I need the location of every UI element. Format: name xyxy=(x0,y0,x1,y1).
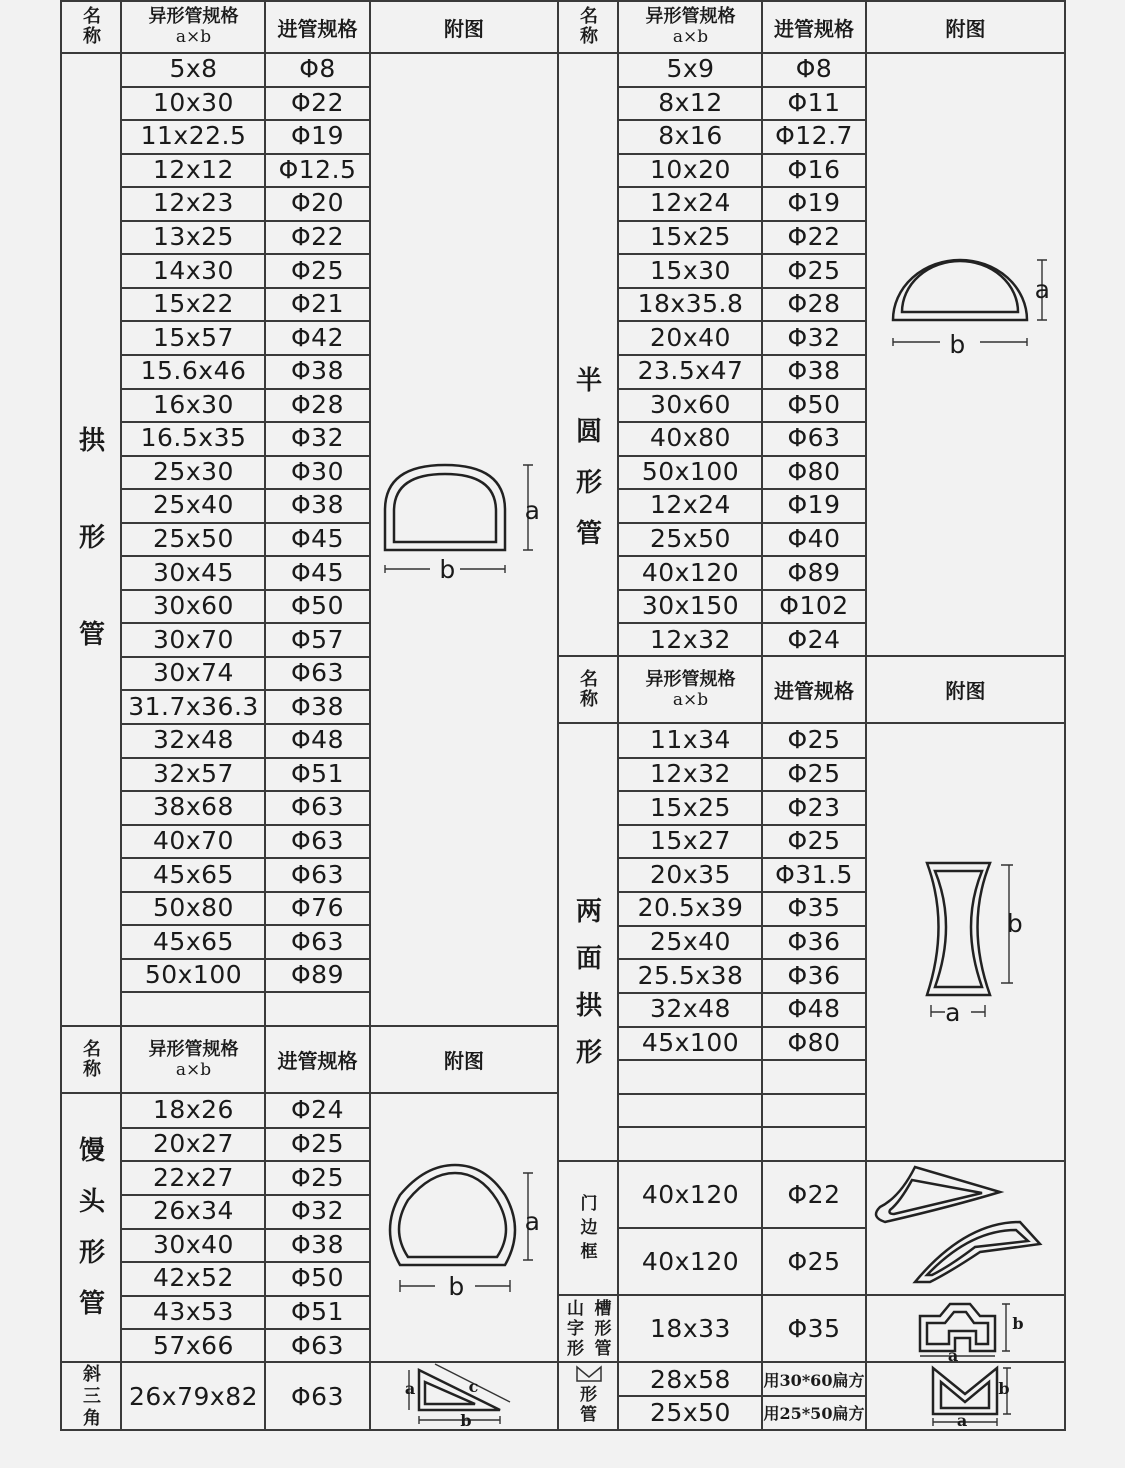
double-spec-cell: 20.5x39 xyxy=(637,893,744,923)
triangle-fig-c-label: c xyxy=(468,1376,479,1396)
arch-name-header xyxy=(62,2,122,52)
arch-tube-cell: Φ32 xyxy=(291,423,344,453)
bread-figure-header: 附图 xyxy=(444,1049,484,1073)
arch-tube-cell: Φ21 xyxy=(291,289,344,319)
bread-name xyxy=(62,1110,122,1340)
bread-tube-cell: Φ25 xyxy=(291,1162,344,1192)
double-spec-cell: 25x40 xyxy=(650,926,731,956)
arch-spec-cell: 40x70 xyxy=(153,825,234,855)
semi-tube-cell: Φ50 xyxy=(787,389,841,419)
arch-tube-cell: Φ42 xyxy=(291,322,344,352)
mshape-spec-cell: 28x58 xyxy=(650,1364,731,1394)
door-name xyxy=(559,1180,619,1275)
door-figure xyxy=(870,1162,1065,1292)
door-name-char: 框 xyxy=(580,1241,598,1262)
arch-tube-cell: Φ38 xyxy=(291,356,344,386)
semi-spec-cell: 10x20 xyxy=(650,154,731,184)
arch-figure-header: 附图 xyxy=(444,16,484,41)
triangle-fig-b-label: b xyxy=(460,1410,472,1430)
bread-name-header-char: 名 xyxy=(83,1038,101,1060)
double-tube-cell: Φ48 xyxy=(787,994,841,1024)
semi-tube-cell: Φ40 xyxy=(787,524,841,554)
double-tube-cell: Φ36 xyxy=(787,926,841,956)
double-tube-cell: Φ25 xyxy=(787,725,841,755)
bread-name-char: 管 xyxy=(78,1289,105,1319)
arch-tube-cell: Φ63 xyxy=(291,926,344,956)
groove-name-left-char: 山 xyxy=(567,1298,584,1319)
arch-tube-cell: Φ22 xyxy=(291,87,344,117)
mshape-tube-cell: 用25*50扁方 xyxy=(763,1404,865,1423)
arch-spec-cell: 25x50 xyxy=(153,523,234,553)
semi-spec-cell: 12x24 xyxy=(650,188,731,218)
double-spec-cell: 32x48 xyxy=(650,994,731,1024)
semi-spec-cell: 30x60 xyxy=(650,389,731,419)
groove-fig-b-label: b xyxy=(1012,1313,1024,1333)
double-figure-header: 附图 xyxy=(945,679,986,703)
arch-spec-cell: 13x25 xyxy=(153,222,234,252)
bread-tube-cell: Φ32 xyxy=(291,1196,344,1226)
semi-name-char: 圆 xyxy=(575,417,602,447)
semi-fig-a-label: a xyxy=(1034,274,1051,304)
spec-header-sub: a×b xyxy=(672,689,709,710)
double-tube-cell xyxy=(762,1126,866,1160)
semi-spec-cell: 12x24 xyxy=(650,490,731,520)
double-spec-cell xyxy=(619,1093,762,1127)
double-spec-cell: 15x27 xyxy=(650,826,731,856)
double-spec-cell: 25.5x38 xyxy=(637,960,744,990)
door-tube-cell: Φ22 xyxy=(787,1179,841,1209)
arch-spec-cell: 16x30 xyxy=(153,389,234,419)
groove-tube-cell: Φ35 xyxy=(787,1314,841,1343)
semi-name xyxy=(559,360,619,550)
double-tube-header: 进管规格 xyxy=(774,679,854,703)
double-tube-cell xyxy=(762,1059,866,1093)
bread-tube-cell: Φ24 xyxy=(291,1095,344,1125)
arch-tube-cell: Φ48 xyxy=(291,725,344,755)
bread-spec-header xyxy=(122,1027,265,1092)
double-name-char: 两 xyxy=(575,897,602,927)
arch-tube-cell: Φ63 xyxy=(291,825,344,855)
double-spec-cell xyxy=(619,1126,762,1160)
double-spec-cell: 15x25 xyxy=(650,792,731,822)
arch-name-char: 形 xyxy=(78,522,105,553)
arch-tube-cell xyxy=(265,991,370,1025)
semi-name-header-char: 称 xyxy=(580,26,598,47)
semi-tube-cell: Φ32 xyxy=(787,322,841,352)
spec-header-label: 异形管规格 xyxy=(645,668,736,690)
double-name-char: 拱 xyxy=(575,991,602,1021)
spec-header-label: 异形管规格 xyxy=(148,1038,239,1060)
arch-tube-cell: Φ45 xyxy=(291,523,344,553)
spec-header-label: 异形管规格 xyxy=(645,6,736,27)
triangle-name-char: 三 xyxy=(83,1385,101,1407)
double-fig-a-label: a xyxy=(945,997,961,1027)
mshape-spec-cell: 25x50 xyxy=(650,1398,731,1427)
mshape-figure xyxy=(925,1362,1035,1430)
double-tube-cell: Φ35 xyxy=(787,893,841,923)
double-tube-cell: Φ25 xyxy=(787,758,841,788)
semi-spec-cell: 12x32 xyxy=(650,624,731,654)
double-spec-cell: 45x100 xyxy=(641,1027,740,1057)
groove-name-right-char: 管 xyxy=(594,1338,612,1359)
semi-tube-cell: Φ63 xyxy=(787,423,841,453)
arch-tube-cell: Φ12.5 xyxy=(278,154,357,184)
arch-tube-cell: Φ63 xyxy=(291,658,344,688)
triangle-spec-cell: 26x79x82 xyxy=(128,1382,259,1411)
semi-spec-cell: 18x35.8 xyxy=(637,289,744,319)
arch-tube-cell: Φ50 xyxy=(291,591,344,621)
double-name-header-char: 称 xyxy=(580,688,598,710)
bread-spec-cell: 18x26 xyxy=(153,1095,234,1125)
arch-spec-cell: 45x65 xyxy=(153,859,234,889)
semi-spec-cell: 50x100 xyxy=(641,456,740,486)
double-spec-header xyxy=(619,657,762,722)
arch-name-header-char: 名 xyxy=(83,6,101,27)
bread-tube-cell: Φ50 xyxy=(291,1263,344,1293)
groove-name-right-char: 槽 xyxy=(594,1298,612,1319)
semi-spec-header xyxy=(619,2,762,52)
mshape-name-char: 管 xyxy=(580,1405,597,1425)
semi-tube-cell: Φ16 xyxy=(787,154,841,184)
mshape-name-char: 形 xyxy=(580,1385,597,1405)
arch-spec-cell: 32x57 xyxy=(153,758,234,788)
groove-name-left xyxy=(562,1296,589,1361)
double-spec-cell: 20x35 xyxy=(650,859,731,889)
arch-spec-cell: 11x22.5 xyxy=(140,121,247,151)
double-tube-cell xyxy=(762,1093,866,1127)
arch-tube-cell: Φ45 xyxy=(291,557,344,587)
semi-tube-cell: Φ38 xyxy=(787,356,841,386)
semi-spec-cell: 8x16 xyxy=(658,121,723,151)
semi-spec-cell: 20x40 xyxy=(650,322,731,352)
arch-spec-cell: 15x57 xyxy=(153,322,234,352)
double-spec-cell: 12x32 xyxy=(650,758,731,788)
arch-name-char: 拱 xyxy=(78,425,105,456)
semi-tube-cell: Φ11 xyxy=(787,87,841,117)
spec-header-label: 异形管规格 xyxy=(148,6,239,27)
bottom-border xyxy=(60,1429,1066,1431)
bread-fig-b-label: b xyxy=(448,1271,465,1301)
semi-tube-cell: Φ89 xyxy=(787,557,841,587)
semi-spec-cell: 23.5x47 xyxy=(637,356,744,386)
double-spec-cell xyxy=(619,1059,762,1093)
double-tube-cell: Φ36 xyxy=(787,960,841,990)
semi-tube-cell: Φ22 xyxy=(787,222,841,252)
bread-name-char: 形 xyxy=(78,1238,105,1268)
arch-tube-cell: Φ8 xyxy=(299,54,336,84)
arch-spec-cell: 50x100 xyxy=(144,960,243,990)
arch-spec-cell: 15.6x46 xyxy=(140,356,247,386)
door-name-char: 边 xyxy=(580,1217,598,1238)
arch-spec-cell: 30x60 xyxy=(153,591,234,621)
arch-spec-cell: 30x74 xyxy=(153,658,234,688)
arch-tube-cell: Φ51 xyxy=(291,758,344,788)
arch-spec-cell: 25x30 xyxy=(153,456,234,486)
arch-spec-cell: 5x8 xyxy=(169,54,218,84)
triangle-tube-cell: Φ63 xyxy=(291,1382,344,1411)
door-spec-cell: 40x120 xyxy=(641,1246,740,1276)
groove-fig-a-label: a xyxy=(947,1345,959,1365)
bread-spec-cell: 57x66 xyxy=(153,1330,234,1360)
groove-name-right xyxy=(589,1296,617,1361)
mshape-fig-b-label: b xyxy=(998,1378,1010,1398)
double-tube-cell: Φ25 xyxy=(787,826,841,856)
mshape-name xyxy=(572,1382,605,1428)
triangle-name xyxy=(62,1363,122,1430)
semi-tube-cell: Φ28 xyxy=(787,289,841,319)
arch-spec-cell: 14x30 xyxy=(153,255,234,285)
semi-name-char: 管 xyxy=(575,519,602,549)
double-tube-cell: Φ31.5 xyxy=(775,859,853,889)
bread-spec-cell: 22x27 xyxy=(153,1162,234,1192)
arch-tube-cell: Φ25 xyxy=(291,255,344,285)
semi-spec-cell: 30x150 xyxy=(641,591,740,621)
arch-tube-cell: Φ38 xyxy=(291,691,344,721)
semi-tube-cell: Φ25 xyxy=(787,255,841,285)
door-name-char: 门 xyxy=(580,1193,598,1214)
double-name xyxy=(559,897,619,1068)
double-fig-b-label: b xyxy=(1006,908,1024,938)
bread-spec-cell: 42x52 xyxy=(153,1263,234,1293)
semi-tube-cell: Φ24 xyxy=(787,624,841,654)
semi-tube-cell: Φ12.7 xyxy=(775,121,853,151)
arch-tube-cell: Φ57 xyxy=(291,624,344,654)
double-name-header xyxy=(559,657,619,722)
arch-tube-cell: Φ76 xyxy=(291,893,344,923)
semi-tube-cell: Φ102 xyxy=(779,591,849,621)
arch-spec-cell xyxy=(122,991,265,1025)
bread-spec-cell: 43x53 xyxy=(153,1297,234,1327)
semi-spec-cell: 15x25 xyxy=(650,222,731,252)
arch-spec-cell: 50x80 xyxy=(153,893,234,923)
door-tube-cell: Φ25 xyxy=(787,1246,841,1276)
arch-name-char: 管 xyxy=(78,619,105,650)
spec-header-sub: a×b xyxy=(175,27,212,47)
arch-tube-header: 进管规格 xyxy=(277,16,358,41)
arch-spec-header xyxy=(122,2,265,52)
arch-tube-cell: Φ20 xyxy=(291,188,344,218)
semi-fig-b-label: b xyxy=(949,329,966,359)
semi-name-header xyxy=(559,2,619,52)
bread-name-header-char: 称 xyxy=(83,1058,101,1080)
bread-spec-cell: 26x34 xyxy=(153,1196,234,1226)
groove-spec-cell: 18x33 xyxy=(650,1314,731,1343)
bread-name-char: 馒 xyxy=(78,1136,105,1166)
arch-spec-cell: 45x65 xyxy=(153,926,234,956)
triangle-name-char: 角 xyxy=(83,1407,101,1429)
mshape-tube-cell: 用30*60扁方 xyxy=(763,1370,865,1390)
arch-fig-b-label: b xyxy=(439,554,456,584)
bread-name-header xyxy=(62,1027,122,1092)
semi-tube-header: 进管规格 xyxy=(774,16,854,41)
door-spec-cell: 40x120 xyxy=(641,1179,740,1209)
triangle-fig-a-label: a xyxy=(404,1378,416,1398)
top-border xyxy=(60,0,559,2)
bread-tube-cell: Φ51 xyxy=(291,1297,344,1327)
arch-spec-cell: 10x30 xyxy=(153,87,234,117)
semi-tube-cell: Φ19 xyxy=(787,490,841,520)
spec-header-sub: a×b xyxy=(672,27,709,47)
semi-name-char: 形 xyxy=(575,468,602,498)
bread-spec-cell: 20x27 xyxy=(153,1128,234,1158)
bread-spec-cell: 30x40 xyxy=(153,1229,234,1259)
semi-tube-cell: Φ19 xyxy=(787,188,841,218)
arch-tube-cell: Φ89 xyxy=(291,960,344,990)
arch-spec-cell: 12x23 xyxy=(153,188,234,218)
double-name-char: 形 xyxy=(575,1038,602,1068)
arch-spec-cell: 30x45 xyxy=(153,557,234,587)
mshape-fig-a-label: a xyxy=(956,1410,968,1430)
arch-tube-cell: Φ22 xyxy=(291,222,344,252)
semi-spec-cell: 5x9 xyxy=(666,54,715,84)
arch-spec-cell: 15x22 xyxy=(153,289,234,319)
spec-header-sub: a×b xyxy=(175,1059,212,1080)
semi-spec-cell: 40x120 xyxy=(641,557,740,587)
arch-spec-cell: 38x68 xyxy=(153,792,234,822)
arch-fig-a-label: a xyxy=(524,495,541,525)
groove-name-left-char: 形 xyxy=(567,1338,584,1359)
double-name-char: 面 xyxy=(575,944,602,974)
double-name-header-char: 名 xyxy=(580,668,598,690)
arch-tube-cell: Φ30 xyxy=(291,456,344,486)
semi-tube-cell: Φ8 xyxy=(795,54,833,84)
semi-name-char: 半 xyxy=(575,366,602,396)
groove-name-right-char: 形 xyxy=(594,1318,612,1339)
bread-tube-cell: Φ63 xyxy=(291,1330,344,1360)
arch-tube-cell: Φ38 xyxy=(291,490,344,520)
semi-spec-cell: 8x12 xyxy=(658,87,723,117)
semi-spec-cell: 15x30 xyxy=(650,255,731,285)
arch-spec-cell: 30x70 xyxy=(153,624,234,654)
arch-tube-cell: Φ63 xyxy=(291,792,344,822)
semi-spec-cell: 25x50 xyxy=(650,524,731,554)
arch-spec-cell: 32x48 xyxy=(153,725,234,755)
mshape-name-icon xyxy=(575,1365,603,1383)
bread-tube-header: 进管规格 xyxy=(277,1049,358,1073)
double-tube-cell: Φ80 xyxy=(787,1027,841,1057)
bread-tube-cell: Φ38 xyxy=(291,1229,344,1259)
triangle-name-char: 斜 xyxy=(83,1363,101,1385)
arch-spec-cell: 25x40 xyxy=(153,490,234,520)
semi-spec-cell: 40x80 xyxy=(650,423,731,453)
semi-figure-header: 附图 xyxy=(945,16,986,41)
semi-tube-cell: Φ80 xyxy=(787,456,841,486)
groove-name-left-char: 字 xyxy=(567,1318,584,1339)
arch-spec-cell: 16.5x35 xyxy=(140,423,247,453)
arch-name-header-char: 称 xyxy=(83,26,101,47)
arch-tube-cell: Φ63 xyxy=(291,859,344,889)
arch-name xyxy=(62,380,122,690)
arch-spec-cell: 31.7x36.3 xyxy=(128,691,259,721)
double-tube-cell: Φ23 xyxy=(787,792,841,822)
double-spec-cell: 11x34 xyxy=(650,725,731,755)
semi-name-header-char: 名 xyxy=(580,6,598,27)
bread-fig-a-label: a xyxy=(524,1207,541,1236)
arch-tube-cell: Φ19 xyxy=(291,121,344,151)
bread-tube-cell: Φ25 xyxy=(291,1128,344,1158)
bread-name-char: 头 xyxy=(78,1187,105,1217)
arch-spec-cell: 12x12 xyxy=(153,154,234,184)
arch-tube-cell: Φ28 xyxy=(291,389,344,419)
